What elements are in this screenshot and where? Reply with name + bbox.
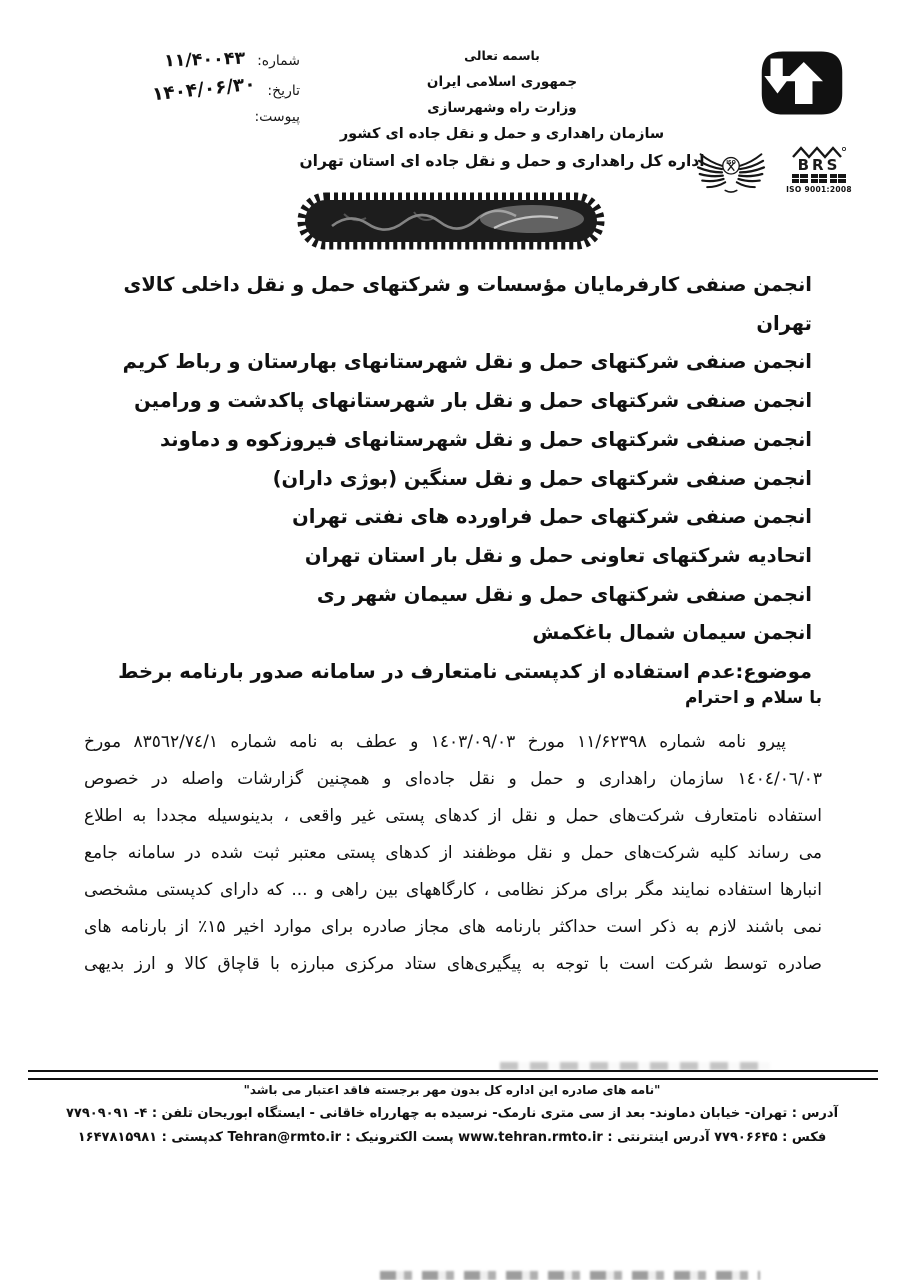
footer [30,1083,874,1145]
recipient-line: انجمن صنفی شرکتهای حمل و نقل سیمان شهر ری [316,582,812,606]
scan-cutoff-artifact [380,1271,760,1280]
footer-address: آدرس : تهران- خیابان دماوند- بعد از سی متری نارمک- نرسیده به چهارراه خاقانی - ایستگاه ابوریحان تلفن : ۴- ۷۷۹۰۹۰۹۱ [65,1106,839,1121]
state-line: جمهوری اسلامی ایران [426,74,578,90]
letter-meta [78,50,300,134]
footer-divider [28,1070,878,1080]
recipient-line: انجمن صنفی شرکتهای حمل و نقل بار شهرستانهای پاکدشت و ورامین [134,389,812,413]
brs-iso-badge [782,146,856,194]
iso-wings-badge [694,148,768,200]
letter-date-row [78,73,300,106]
body-line: استفاده نامتعارف شرکت‌های حمل و نقل از کدهای پستی غیر واقعی ، بدینوسیله مجددا به اطلاع [84,806,822,826]
recipient-list [90,266,812,692]
date-value: ۱۴۰۴/۰۶/۳۰ [150,73,257,106]
letter-body [84,724,822,983]
recipient-line: انجمن سیمان شمال باغکمش [532,621,812,645]
office-line: اداره کل راهداری و حمل و نقل جاده ای استان تهران [299,152,705,170]
attachment-label: پیوست: [254,109,300,125]
recipient-line: انجمن صنفی کارفرمایان مؤسسات و شرکتهای حمل و نقل داخلی کالای تهران [123,273,812,335]
brs-blocks [782,174,856,183]
organization-line: سازمان راهداری و حمل و نقل جاده ای کشور [339,126,665,142]
brs-label: BRS [797,156,841,174]
invocation-line: باسمه تعالی [464,48,540,63]
recipient-line: انجمن صنفی شرکتهای حمل و نقل شهرستانهای فیروزکوه و دماوند [160,427,812,451]
body-line: ١٤٠٤/٠٦/٠٣ سازمان راهداری و حمل و نقل جاده‌ای و همچنین گزارشات واصله در خصوص [84,769,822,789]
letter-number-row [78,50,300,70]
footer-contact: فکس : ۷۷۹۰۶۶۴۵ آدرس اینترنتی : www.tehran.rmto.ir پست الکترونیک : Tehran@rmto.ir کدپستی : ۱۶۴۷۸۱۵۹۸۱ [77,1130,827,1145]
recipient-line: انجمن صنفی شرکتهای حمل و نقل سنگین (بوژی داران) [272,466,812,490]
recipient-line: اتحادیه شرکتهای تعاونی حمل و نقل بار استان تهران [304,543,812,567]
date-label: تاریخ: [267,83,300,99]
subject-line: موضوع:عدم استفاده از کدپستی نامتعارف در سامانه صدور بارنامه برخط [118,660,812,684]
rmto-arrows-logo [758,48,846,118]
body-line: نمی باشند لازم به ذکر است حداکثر بارنامه های مجاز صادره برای موارد اخیر ۱۵٪ از بارنامه های [84,917,822,937]
scan-smudge [500,1062,770,1070]
recipient-line: انجمن صنفی شرکتهای حمل فراورده های نفتی تهران [292,505,812,529]
body-line: صادره توسط شرکت است با توجه به پیگیری‌های ستاد مرکزی مبارزه با قاچاق کالا و ارز بدیهی [84,954,822,974]
recipient-line: انجمن صنفی شرکتهای حمل و نقل شهرستانهای بهارستان و رباط کریم [122,350,812,374]
svg-text:ISO: ISO [726,160,736,167]
iso-cert-label: ISO 9001:2008 [786,185,852,194]
number-value: ۱۱/۴۰۰۴۳ [163,48,246,72]
body-line: می رساند کلیه شرکت‌های حمل و نقل موظفند از کدهای پستی معتبر ثبت شده در سامانه جامع [84,843,822,863]
letterhead [299,48,704,170]
number-label: شماره: [257,53,300,69]
body-line: انبارها استفاده نمایند مگر برای مرکز نظامی ، کارگاههای بین راهی و ... که دارای کدپستی مشخصی [84,880,822,900]
letter-attachment-row [78,109,300,125]
footer-disclaimer: "نامه های صادره این اداره کل بدون مهر برجسته فاقد اعتبار می باشد" [243,1083,661,1097]
body-line: پیرو نامه شماره ۱۱/۶۲۳۹۸ مورخ ١٤٠٣/٠٩/٠٣ و عطف به نامه شماره ٨٣٥٦٢/٧٤/١ مورخ [84,732,786,752]
official-stamp [294,188,608,254]
certification-badges [694,146,864,208]
ministry-line: وزارت راه وشهرسازی [427,100,577,116]
greeting-line: با سلام و احترام [684,688,822,708]
